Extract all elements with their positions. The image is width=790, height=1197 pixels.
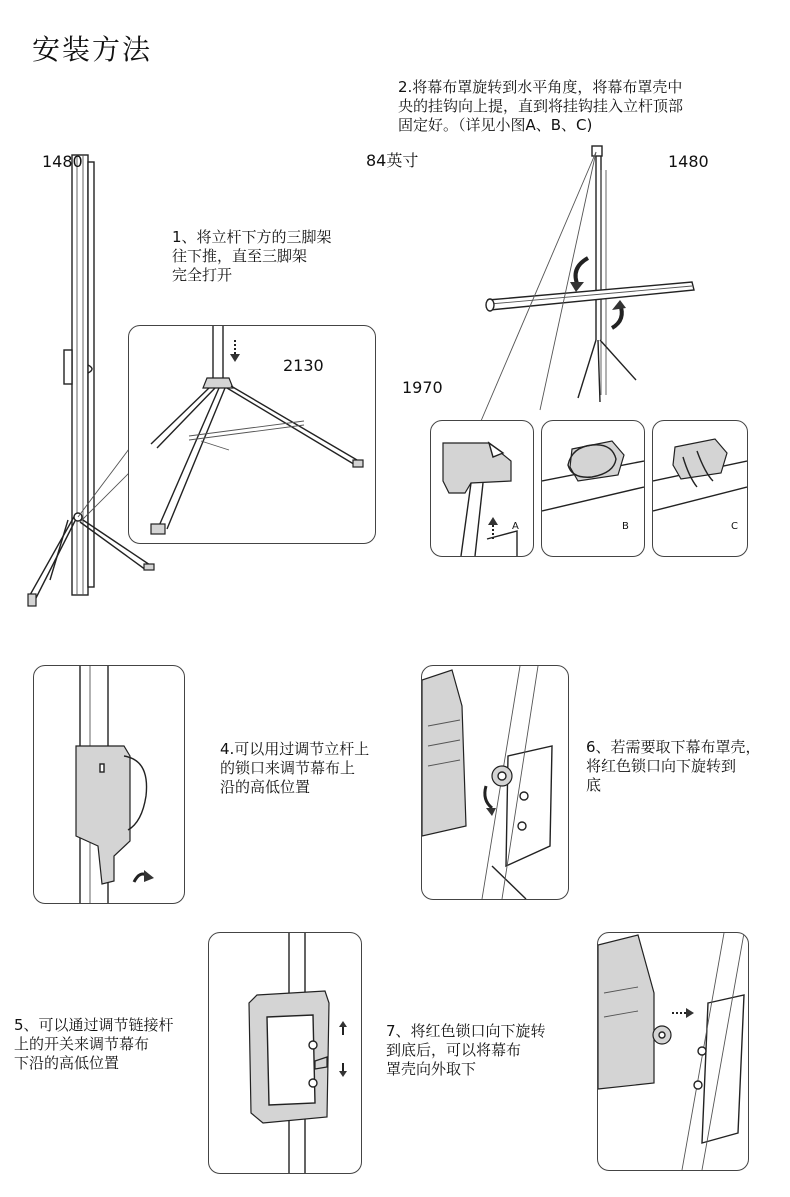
label-c: C [731,521,738,532]
right-width-label: 1480 [668,152,709,171]
size-label: 84英寸 [366,151,419,170]
step2-text: 2.将幕布罩旋转到水平角度，将幕布罩壳中 央的挂钩向上提，直到将挂钩挂入立杆顶部 固定好。（详见小图A、B、C) [398,78,684,134]
rod-switch-figure [209,933,361,1173]
page-title: 安装方法 [32,33,153,66]
tripod-detail-panel [128,325,376,544]
red-lock-panel [421,665,569,900]
down-arrow-icon [230,340,240,362]
hook-detail-a-figure [431,421,533,556]
left-height-label: 1480 [42,152,83,171]
rotate-arrow-icon [485,786,496,816]
bottom-height-label: 1970 [402,378,443,397]
step6-text: 6、若需要取下幕布罩壳， 将红色锁口向下旋转到 底 [586,738,761,794]
step5-text: 5、可以通过调节链接杆 上的开关来调节幕布 下沿的高低位置 [14,1016,174,1072]
detail-panel-a [430,420,534,557]
rotating-case-figure [460,140,700,430]
label-b: B [622,521,629,532]
step4-text: 4.可以用过调节立杆上 的锁口来调节幕布上 沿的高低位置 [220,740,370,796]
red-lock-figure [422,666,568,899]
case-remove-figure [598,933,748,1170]
step7-text: 7、将红色锁口向下旋转 到底后，可以将幕布 罩壳向外取下 [386,1022,546,1078]
up-arrow-icon [488,517,498,539]
pole-lock-panel [33,665,185,904]
pole-lock-figure [34,666,184,903]
step1-text: 1、将立杆下方的三脚架 往下推，直至三脚架 完全打开 [172,228,332,284]
up-arrow-icon [339,1021,347,1035]
hook-detail-c-figure [653,421,747,556]
rod-switch-panel [208,932,362,1174]
tripod-detail-figure [129,326,375,543]
open-height-label: 2130 [283,356,324,375]
push-arrow-icon [672,1008,694,1018]
hook-detail-b-figure [542,421,644,556]
detail-panel-c [652,420,748,557]
push-arrow-icon [134,870,154,882]
down-arrow-icon [339,1063,347,1077]
detail-panel-b [541,420,645,557]
label-a: A [512,521,519,532]
case-remove-panel [597,932,749,1171]
